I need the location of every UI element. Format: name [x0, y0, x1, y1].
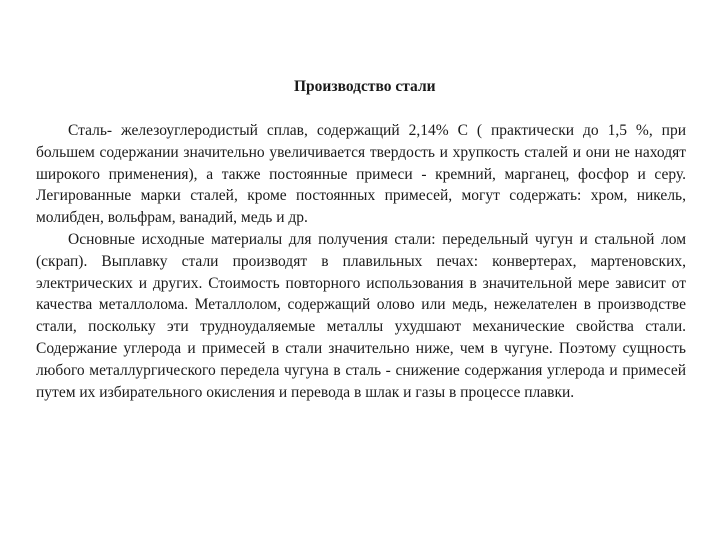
document-title: Производство стали — [294, 78, 436, 95]
paragraph-steel-production: Основные исходные материалы для получения стали: передельный чугун и стальной лом (скрап). Выплавку стали производят в плавильных печах: конвертерах, мартеновских, электрических и других. Стоимость повторного использования в значительной мере зависит от качества металлолома. Металлолом, содержащий олово или медь, нежелателен в производстве стали, поскольку эти трудноудаляемые металлы ухудшают механические свойства стали. Содержание углерода и примесей в стали значительно ниже, чем в чугуне. Поэтому сущность любого металлургического передела чугуна в сталь - снижение содержания углерода и примесей путем их избирательного окисления и перевода в шлак и газы в процессе плавки. — [36, 230, 686, 401]
paragraph-steel-definition: Сталь- железоуглеродистый сплав, содержащий 2,14% С ( практически до 1,5 %, при большем содержании значительно увеличивается твердость и хрупкость сталей и они не находят широкого применения), а также постоянные примеси - кремний, марганец, фосфор и серу. Легированные марки сталей, кроме постоянных примесей, могут содержать: хром, никель, молибден, вольфрам, ванадий, медь и др. — [36, 122, 686, 227]
document-body — [36, 120, 686, 403]
document-page — [36, 76, 686, 516]
